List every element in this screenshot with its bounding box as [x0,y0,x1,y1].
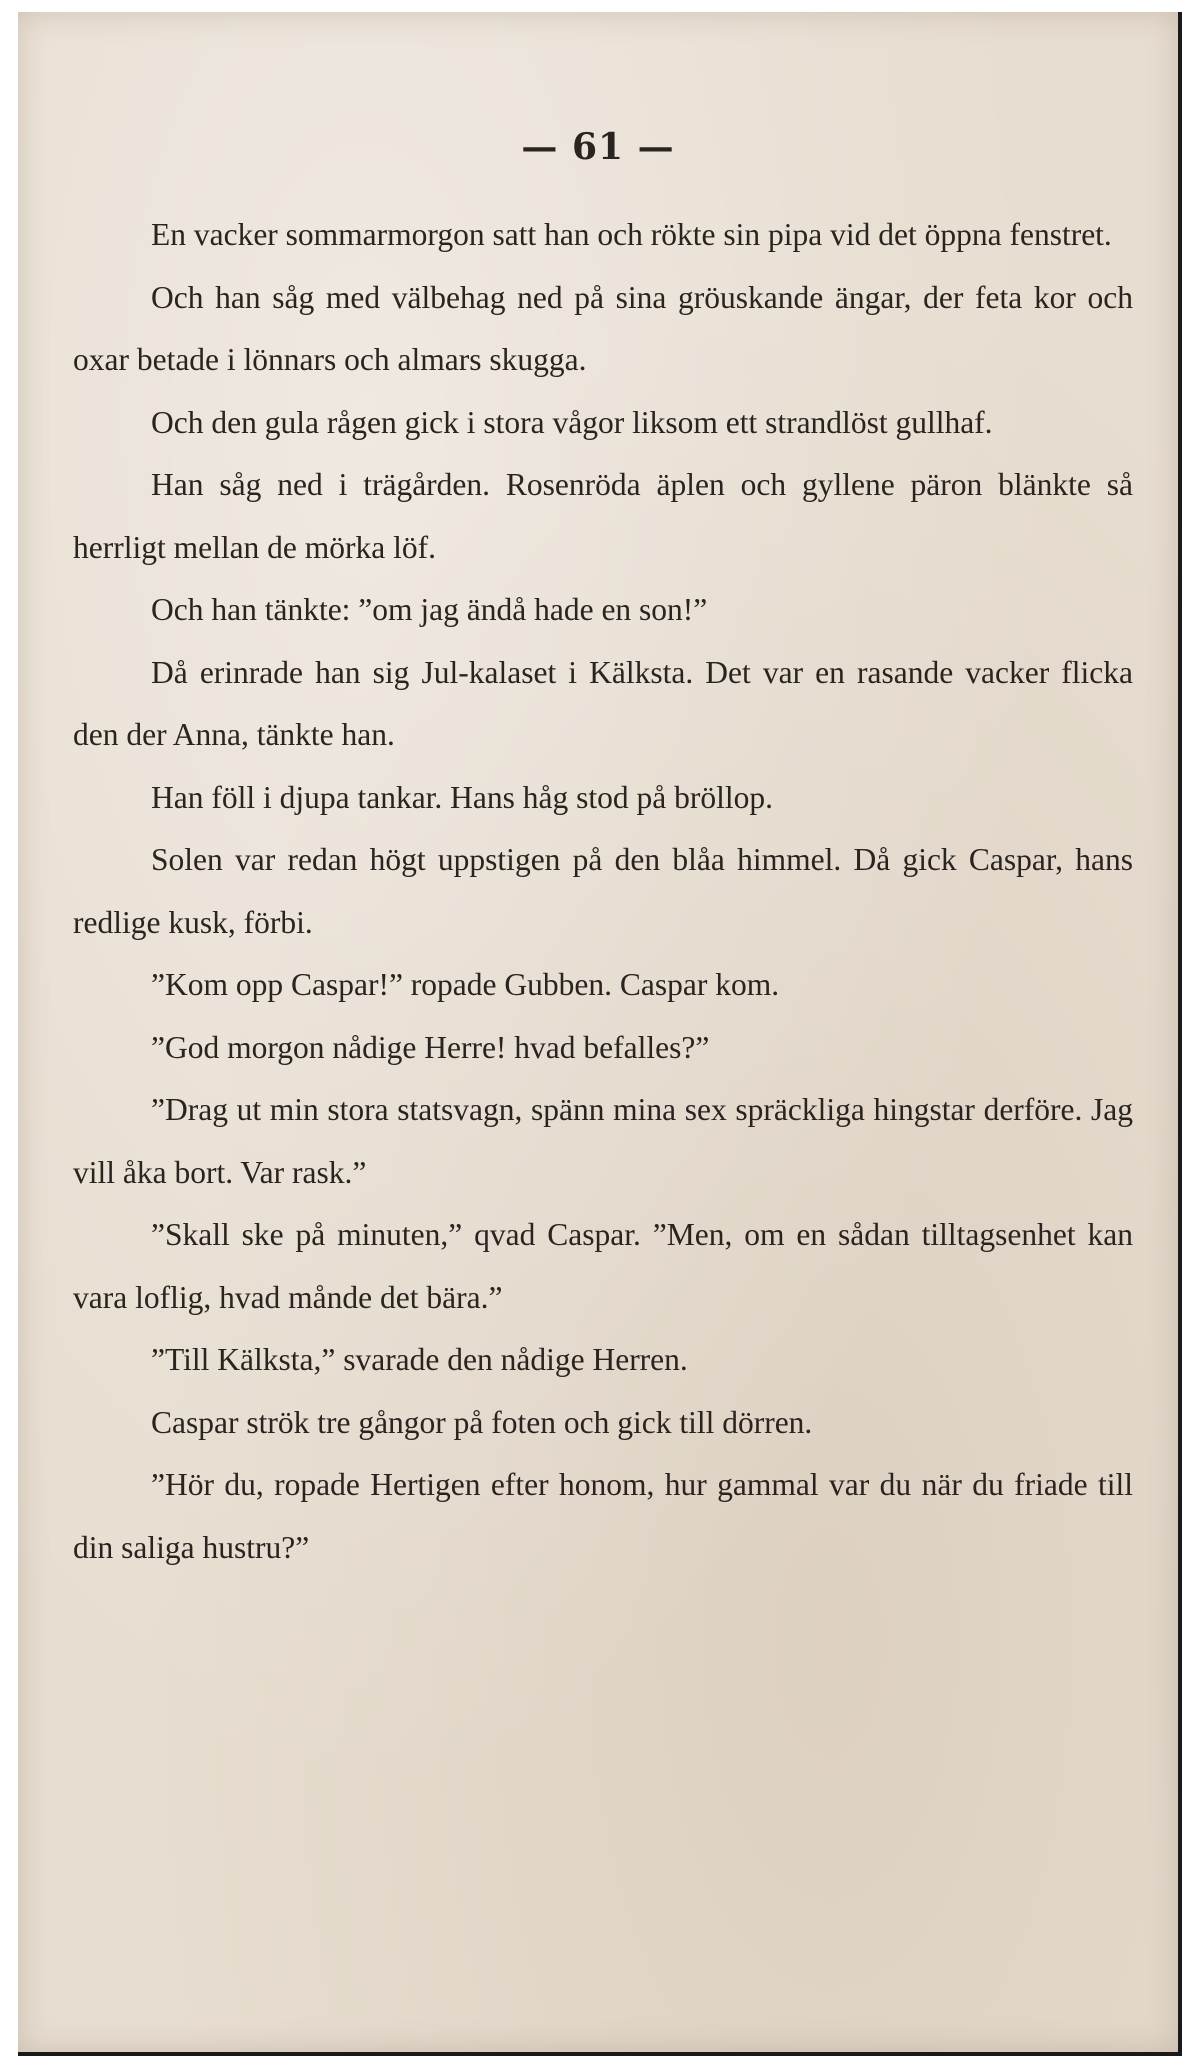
paragraph: ”Drag ut min stora statsvagn, spänn mina sex spräckliga hingstar derföre. Jag vill åka bort. Var rask.” [73,1092,1133,1190]
book-page [18,12,1182,2056]
paragraph: Caspar strök tre gångor på foten och gick till dörren. [151,1404,813,1440]
paragraph: Och han tänkte: ”om jag ändå hade en son!” [151,592,708,627]
paragraph: ”God morgon nådige Herre! hvad befalles?” [151,1029,710,1065]
page-text [73,204,1133,1579]
paragraph: Och han såg med välbehag ned på sina gröuskande ängar, der feta kor och oxar betade i lönnars och almars skugga. [73,279,1133,377]
paragraph: Han föll i djupa tankar. Hans håg stod på bröllop. [151,779,774,815]
paragraph: ”Kom opp Caspar!” ropade Gubben. Caspar kom. [151,967,780,1002]
paragraph: ”Skall ske på minuten,” qvad Caspar. ”Men, om en sådan tilltagsenhet kan vara loflig, hvad månde det bära.” [73,1217,1133,1315]
paragraph: ”Hör du, ropade Hertigen efter honom, hur gammal var du när du friade till din saliga hustru?” [73,1467,1133,1565]
page-number: — 61 — [521,126,675,168]
paragraph: Då erinrade han sig Jul-kalaset i Kälksta. Det var en rasande vacker flicka den der Anna, tänkte han. [73,654,1133,752]
paragraph: Han såg ned i trägården. Rosenröda äplen och gyllene päron blänkte så herrligt mellan de mörka löf. [73,467,1133,565]
paragraph: ”Till Kälksta,” svarade den nådige Herren. [151,1342,688,1377]
paragraph: En vacker sommarmorgon satt han och rökte sin pipa vid det öppna fenstret. [151,217,1112,252]
paragraph: Solen var redan högt uppstigen på den blåa himmel. Då gick Caspar, hans redlige kusk, förbi. [73,842,1133,940]
paragraph: Och den gula rågen gick i stora vågor liksom ett strandlöst gullhaf. [151,404,993,440]
